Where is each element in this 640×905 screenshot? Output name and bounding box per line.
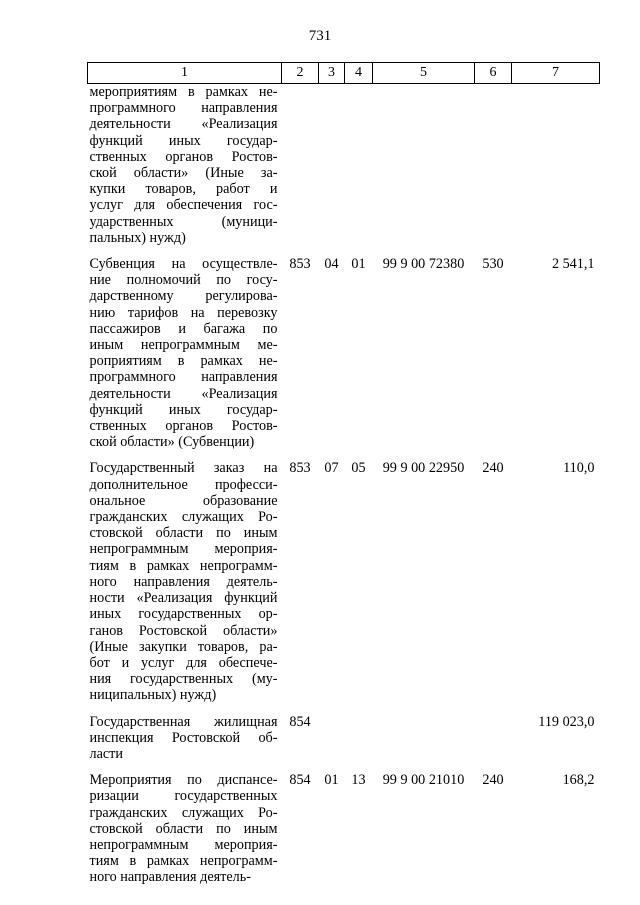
column-header-1: 1 — [88, 63, 282, 84]
description-line: функций иных государ- — [89, 401, 278, 418]
header-row — [88, 63, 600, 84]
subsection-code: 01 — [351, 256, 366, 273]
description-line: тиям в рамках непрограмм- — [89, 853, 278, 870]
budget-table — [87, 62, 600, 886]
description-line: бот и услуг для обеспече- — [89, 654, 278, 671]
column-header-3: 3 — [319, 63, 345, 84]
section-code: 01 — [324, 772, 339, 789]
description-line: Мероприятия по диспансе- — [89, 772, 278, 789]
ministry-code — [282, 84, 319, 247]
table-row — [88, 256, 600, 450]
amount: 2 541,1 — [551, 256, 595, 273]
row-description — [88, 714, 282, 763]
page-number: 731 — [308, 28, 332, 44]
expense-type-code — [475, 714, 512, 763]
description-line: ласти — [89, 745, 123, 762]
description-line: (Иные закупки товаров, ра- — [89, 638, 278, 655]
description-line: услуг для обеспечения гос- — [89, 197, 278, 214]
target-article-code: 99 9 00 72380 — [382, 256, 465, 273]
table-row — [88, 714, 600, 763]
description-line: ственных органов Ростов- — [89, 148, 278, 165]
column-header-2: 2 — [282, 63, 319, 84]
description-line: ного направления деятель- — [89, 869, 251, 886]
column-header-6: 6 — [475, 63, 512, 84]
row-description — [88, 772, 282, 885]
description-line: купки товаров, работ и — [89, 181, 278, 198]
ministry-code: 854 — [289, 713, 311, 730]
description-line: ганов Ростовской области» — [89, 622, 278, 639]
description-line: гражданских служащих Ро- — [89, 509, 278, 526]
description-line: иных государственных ор- — [89, 606, 278, 623]
table-row — [88, 772, 600, 885]
description-line: нию тарифов на перевозку — [89, 304, 278, 321]
row-spacer — [88, 762, 600, 772]
table-row — [88, 84, 600, 247]
description-line: Субвенция на осуществле- — [89, 256, 278, 273]
amount: 168,2 — [562, 772, 595, 789]
description-line: Государственная жилищная — [89, 713, 278, 730]
row-description — [88, 256, 282, 450]
section-code — [319, 84, 345, 247]
section-code: 07 — [324, 460, 339, 477]
row-spacer-cell — [88, 704, 600, 714]
description-line: тиям в рамках непрограмм- — [89, 557, 278, 574]
description-line: инспекция Ростовской об- — [89, 729, 278, 746]
expense-type-code: 240 — [482, 772, 504, 789]
ministry-code: 853 — [289, 460, 311, 477]
expense-type-code: 530 — [482, 256, 504, 273]
description-line: ональное образование — [89, 492, 278, 509]
column-header-4: 4 — [345, 63, 373, 84]
description-line: роприятиям в рамках не- — [89, 353, 278, 370]
subsection-code — [345, 714, 373, 763]
target-article-code: 99 9 00 21010 — [382, 772, 465, 789]
description-line: деятельности «Реализация — [89, 116, 278, 133]
description-line: программного направления — [89, 100, 278, 117]
description-line: ниципальных) нужд) — [89, 687, 217, 704]
description-line: дополнительное професси- — [89, 476, 278, 493]
description-line: Государственный заказ на — [89, 460, 278, 477]
row-spacer-cell — [88, 450, 600, 460]
description-line: пальных) нужд) — [89, 229, 186, 246]
row-description — [88, 84, 282, 247]
amount: 110,0 — [563, 460, 595, 477]
description-line: деятельности «Реализация — [89, 385, 278, 402]
column-header-7: 7 — [512, 63, 600, 84]
description-line: пассажиров и багажа по — [89, 320, 278, 337]
subsection-code — [345, 84, 373, 247]
description-line: ственных органов Ростов- — [89, 418, 278, 435]
description-line: стовской области по иным — [89, 525, 278, 542]
subsection-code: 13 — [351, 772, 366, 789]
table-header — [88, 63, 600, 84]
description-line: дарственному регулирова- — [89, 288, 278, 305]
description-line: ности «Реализация функций — [89, 590, 278, 607]
description-line: стовской области по иным — [89, 820, 278, 837]
target-article-code — [373, 84, 475, 247]
description-line: ской области» (Субвенции) — [89, 434, 255, 451]
subsection-code: 05 — [351, 460, 366, 477]
row-spacer-cell — [88, 762, 600, 772]
expense-type-code: 240 — [482, 460, 504, 477]
description-line: непрограммным мероприя- — [89, 541, 278, 558]
section-code — [319, 714, 345, 763]
description-line: ударственных (муници- — [89, 213, 278, 230]
target-article-code — [373, 714, 475, 763]
description-line: мероприятиям в рамках не- — [89, 84, 278, 100]
amount — [512, 84, 600, 247]
row-spacer — [88, 450, 600, 460]
table-body — [88, 84, 600, 886]
expense-type-code — [475, 84, 512, 247]
amount: 119 023,0 — [538, 713, 595, 730]
row-spacer-cell — [88, 246, 600, 256]
description-line: иным непрограммным ме- — [89, 337, 278, 354]
description-line: ской области» (Иные за- — [89, 165, 278, 182]
target-article-code: 99 9 00 22950 — [382, 460, 465, 477]
column-header-5: 5 — [373, 63, 475, 84]
row-spacer — [88, 246, 600, 256]
ministry-code: 854 — [289, 772, 311, 789]
description-line: ние полномочий по госу- — [89, 272, 278, 289]
description-line: функций иных государ- — [89, 132, 278, 149]
table-row — [88, 460, 600, 703]
description-line: непрограммным мероприя- — [89, 836, 278, 853]
ministry-code: 853 — [289, 256, 311, 273]
section-code: 04 — [324, 256, 339, 273]
row-description — [88, 460, 282, 703]
description-line: ния государственных (му- — [89, 671, 278, 688]
description-line: программного направления — [89, 369, 278, 386]
description-line: ного направления деятель- — [89, 573, 278, 590]
description-line: гражданских служащих Ро- — [89, 804, 278, 821]
row-spacer — [88, 704, 600, 714]
description-line: ризации государственных — [89, 788, 278, 805]
